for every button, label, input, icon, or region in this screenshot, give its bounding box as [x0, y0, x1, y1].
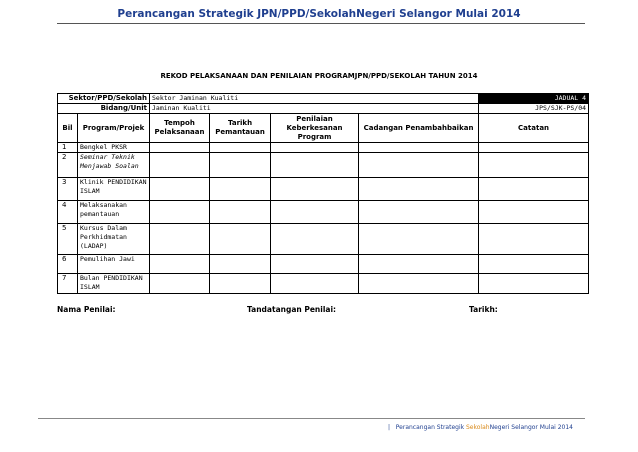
- row-bil: 4: [58, 201, 78, 224]
- footer-divider: [38, 418, 585, 419]
- cell-tarikh: [210, 224, 271, 255]
- cell-tarikh: [210, 178, 271, 201]
- cell-penilaian: [271, 178, 359, 201]
- cell-tempoh: [150, 224, 210, 255]
- column-header-row: [58, 114, 589, 143]
- row-program: Pemulihan Jawi: [78, 255, 150, 274]
- cell-tempoh: [150, 153, 210, 178]
- cell-catatan: [479, 201, 589, 224]
- table-row: [58, 153, 589, 178]
- cell-catatan: [479, 143, 589, 153]
- col-header-tarikh: Tarikh Pemantauan: [210, 114, 271, 143]
- table-row: [58, 274, 589, 294]
- cell-tarikh: [210, 201, 271, 224]
- page-footer: [388, 424, 573, 431]
- row-bil: 6: [58, 255, 78, 274]
- cell-tarikh: [210, 143, 271, 153]
- cell-tempoh: [150, 274, 210, 294]
- unit-label: Bidang/Unit: [58, 104, 150, 114]
- col-header-program: Program/Projek: [78, 114, 150, 143]
- cell-penilaian: [271, 274, 359, 294]
- col-header-bil: Bil: [58, 114, 78, 143]
- meta-row-sector: [58, 94, 589, 104]
- row-program: Bulan PENDIDIKAN ISLAM: [78, 274, 150, 294]
- row-program: Bengkel PKSR: [78, 143, 150, 153]
- form-code: JPS/SJK-PS/04: [479, 104, 589, 114]
- row-program: Melaksanakan pemantauan: [78, 201, 150, 224]
- meta-row-unit: [58, 104, 589, 114]
- evaluator-signature-label: Tandatangan Penilai:: [247, 305, 337, 314]
- cell-penilaian: [271, 255, 359, 274]
- cell-tempoh: [150, 255, 210, 274]
- table-row: [58, 143, 589, 153]
- col-header-tempoh: Tempoh Pelaksanaan: [150, 114, 210, 143]
- row-bil: 1: [58, 143, 78, 153]
- footer-separator: |: [388, 424, 391, 431]
- date-label: Tarikh:: [469, 305, 498, 314]
- footer-text-before: Perancangan Strategik: [395, 424, 466, 431]
- cell-tarikh: [210, 274, 271, 294]
- cell-tempoh: [150, 143, 210, 153]
- row-program: Kursus Dalam Perkhidmatan (LADAP): [78, 224, 150, 255]
- jadual-badge: JADUAL 4: [479, 94, 589, 104]
- row-program: Klinik PENDIDIKAN ISLAM: [78, 178, 150, 201]
- cell-penilaian: [271, 143, 359, 153]
- cell-cadangan: [359, 153, 479, 178]
- cell-penilaian: [271, 201, 359, 224]
- row-bil: 5: [58, 224, 78, 255]
- cell-tarikh: [210, 255, 271, 274]
- cell-cadangan: [359, 143, 479, 153]
- cell-cadangan: [359, 224, 479, 255]
- footer-text-after: Negeri Selangor Mulai 2014: [489, 424, 573, 431]
- page-header-title: Perancangan Strategik JPN/PPD/SekolahNegeri Selangor Mulai 2014: [117, 8, 521, 20]
- footer-accent: Sekolah: [466, 424, 490, 431]
- cell-catatan: [479, 274, 589, 294]
- col-header-cadangan: Cadangan Penambahbaikan: [359, 114, 479, 143]
- cell-cadangan: [359, 201, 479, 224]
- program-record-table: [57, 93, 589, 294]
- cell-catatan: [479, 153, 589, 178]
- evaluator-name-label: Nama Penilai:: [57, 305, 116, 314]
- sector-label: Sektor/PPD/Sekolah: [58, 94, 150, 104]
- cell-cadangan: [359, 274, 479, 294]
- cell-tempoh: [150, 201, 210, 224]
- cell-catatan: [479, 255, 589, 274]
- cell-tarikh: [210, 153, 271, 178]
- header-divider: [57, 23, 585, 24]
- cell-penilaian: [271, 153, 359, 178]
- sector-value: Sektor Jaminan Kualiti: [150, 94, 479, 104]
- cell-catatan: [479, 224, 589, 255]
- table-row: [58, 178, 589, 201]
- table-row: [58, 201, 589, 224]
- table-row: [58, 224, 589, 255]
- cell-penilaian: [271, 224, 359, 255]
- col-header-catatan: Catatan: [479, 114, 589, 143]
- cell-tempoh: [150, 178, 210, 201]
- row-bil: 2: [58, 153, 78, 178]
- cell-cadangan: [359, 255, 479, 274]
- row-bil: 3: [58, 178, 78, 201]
- row-bil: 7: [58, 274, 78, 294]
- unit-value: Jaminan Kualiti: [150, 104, 479, 114]
- col-header-penilaian: Penilaian Keberkesanan Program: [271, 114, 359, 143]
- row-program: Seminar Teknik Menjawab Soalan: [78, 153, 150, 178]
- document-title: REKOD PELAKSANAAN DAN PENILAIAN PROGRAMJPN/PPD/SEKOLAH TAHUN 2014: [160, 72, 478, 80]
- cell-catatan: [479, 178, 589, 201]
- table-row: [58, 255, 589, 274]
- cell-cadangan: [359, 178, 479, 201]
